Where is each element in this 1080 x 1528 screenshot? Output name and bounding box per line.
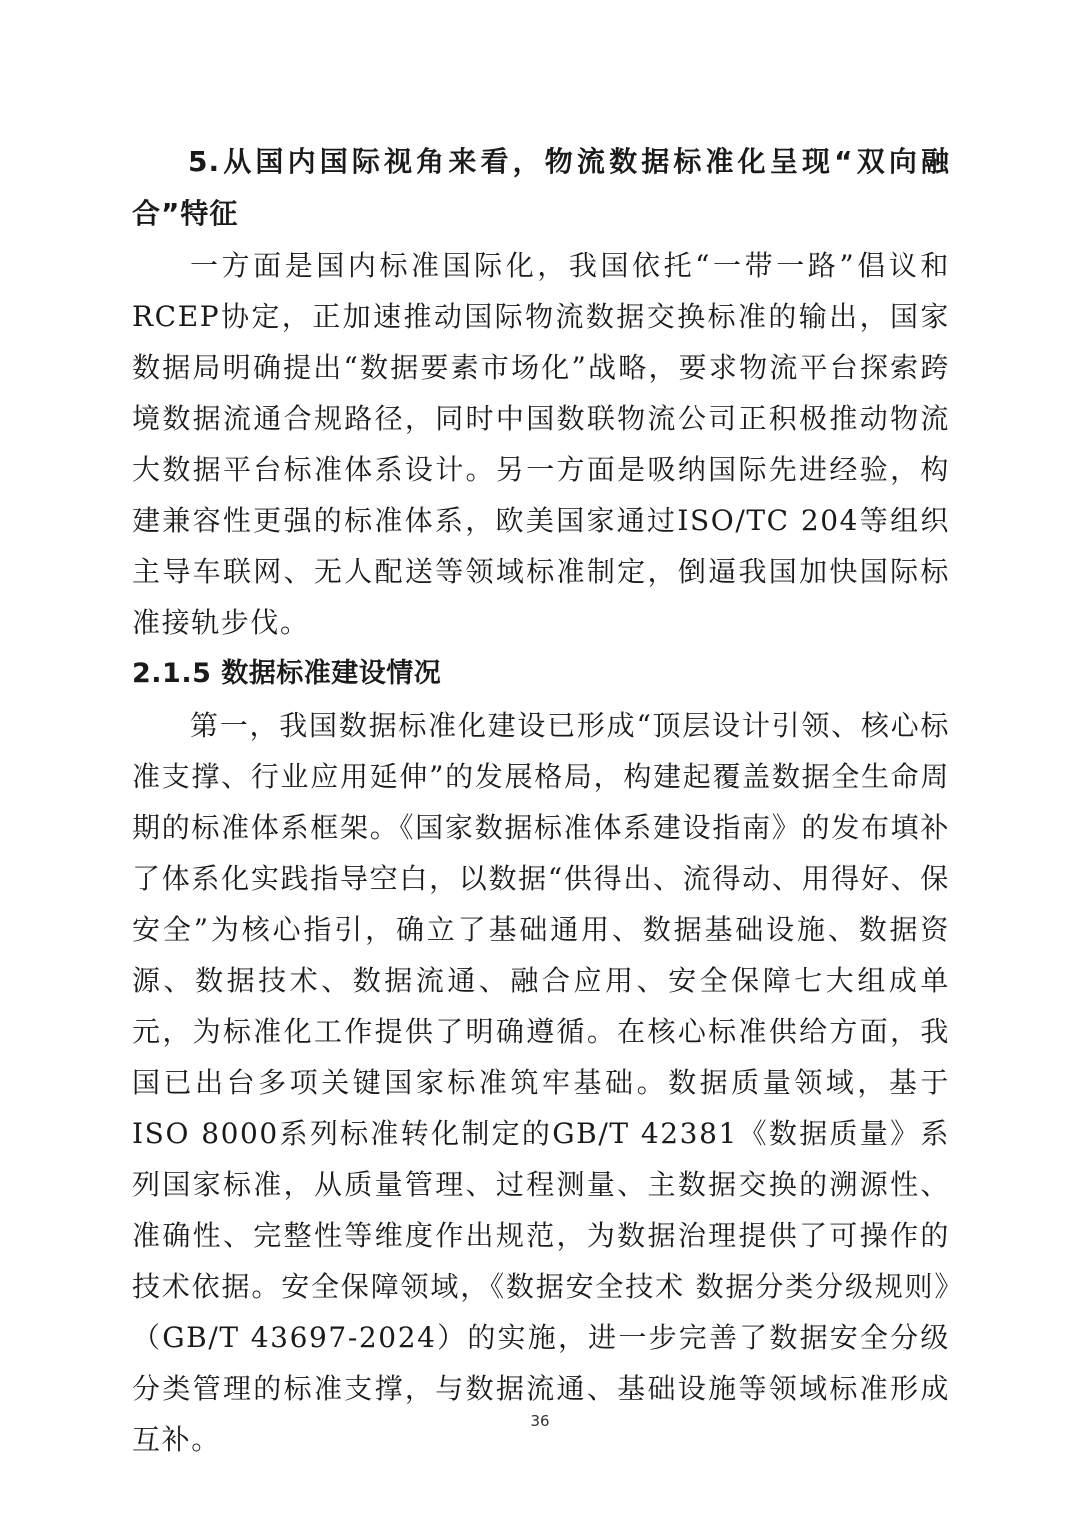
subheading: 5.从国内国际视角来看，物流数据标准化呈现“双向融合”特征 <box>132 145 950 230</box>
page-body <box>132 136 950 1465</box>
page-number: 36 <box>530 1412 550 1430</box>
paragraph: 第一，我国数据标准化建设已形成“顶层设计引领、核心标准支撑、行业应用延伸”的发展格局，构建起覆盖数据全生命周期的标准体系框架。《国家数据标准体系建设指南》的发布填补了体系化实践指导空白，以数据“供得出、流得动、用得好、保安全”为核心指引，确立了基础通用、数据基础设施、数据资源、数据技术、数据流通、融合应用、安全保障七大组成单元，为标准化工作提供了明确遵循。在核心标准供给方面，我国已出台多项关键国家标准筑牢基础。数据质量领域，基于ISO 8000系列标准转化制定的GB/T 42381《数据质量》系列国家标准，从质量管理、过程测量、主数据交换的溯源性、准确性、完整性等维度作出规范，为数据治理提供了可操作的技术依据。安全保障领域，《数据安全技术 数据分类分级规则》（GB/T 43697-2024）的实施，进一步完善了数据安全分级分类管理的标准支撑，与数据流通、基础设施等领域标准形成互补。 <box>132 709 950 1456</box>
paragraph: 一方面是国内标准国际化，我国依托“一带一路”倡议和RCEP协定，正加速推动国际物流数据交换标准的输出，国家数据局明确提出“数据要素市场化”战略，要求物流平台探索跨境数据流通合规路径，同时中国数联物流公司正积极推动物流大数据平台标准体系设计。另一方面是吸纳国际先进经验，构建兼容性更强的标准体系，欧美国家通过ISO/TC 204等组织主导车联网、无人配送等领域标准制定，倒逼我国加快国际标准接轨步伐。 <box>132 249 950 639</box>
section-heading: 2.1.5 数据标准建设情况 <box>132 658 442 689</box>
